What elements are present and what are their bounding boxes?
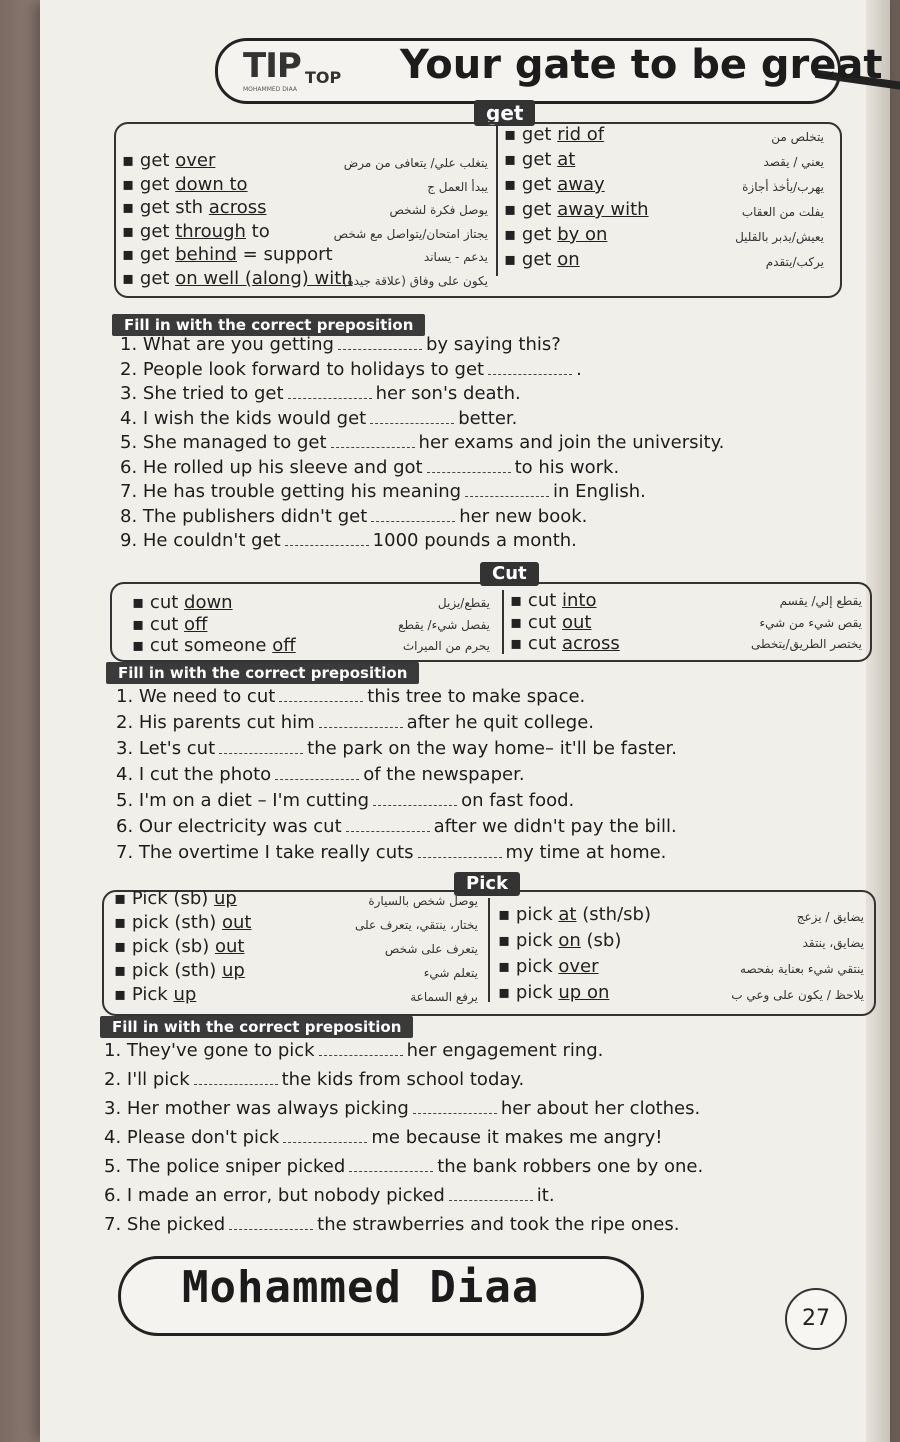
verb-text: pick (sb) <box>131 936 215 957</box>
arabic-meaning: يركب/يتقدم <box>765 255 824 269</box>
preposition-text: across <box>208 197 267 218</box>
question-start: 3. Let's cut <box>116 738 216 759</box>
preposition-text: over <box>175 150 216 171</box>
verb-text: get sth <box>139 197 209 218</box>
exercise-question <box>104 1069 524 1090</box>
verb-text: get <box>521 249 558 270</box>
bullet: ▪ <box>504 249 522 270</box>
preposition-text: rid of <box>557 124 605 145</box>
verb-text: get <box>521 224 558 245</box>
bullet: ▪ <box>122 197 140 218</box>
question-end: of the newspaper. <box>363 764 525 785</box>
preposition-text: off <box>272 635 296 656</box>
phrasal-verb-entry <box>498 930 621 951</box>
question-end: by saying this? <box>426 334 561 355</box>
phrasal-verb-entry <box>498 956 599 977</box>
preposition-text: on <box>558 930 581 951</box>
question-start: 4. I wish the kids would get <box>120 407 367 429</box>
verb-text: get <box>521 199 558 220</box>
answer-blank <box>418 847 502 858</box>
question-end: this tree to make space. <box>367 686 586 707</box>
question-end: the park on the way home– it'll be faster. <box>307 738 677 759</box>
arabic-meaning: يتغلب علي/ يتعافى من مرض <box>343 156 488 170</box>
bullet: ▪ <box>498 956 516 977</box>
phrasal-verb-entry <box>504 149 575 170</box>
bullet: ▪ <box>114 888 132 909</box>
verb-text: get <box>521 124 558 145</box>
question-end: her new book. <box>459 505 588 527</box>
arabic-meaning: يتخلص من <box>771 130 824 144</box>
phrasal-verb-entry <box>504 249 580 270</box>
bullet: ▪ <box>498 930 516 951</box>
get-box-divider <box>496 126 498 276</box>
exercise-question <box>120 359 582 380</box>
bullet: ▪ <box>498 904 516 925</box>
question-end: after we didn't pay the bill. <box>433 816 677 837</box>
phrasal-verb-entry <box>498 982 609 1003</box>
question-start: 2. His parents cut him <box>116 712 315 733</box>
exercise-question <box>116 738 677 759</box>
question-start: 5. The police sniper picked <box>104 1156 346 1177</box>
preposition-text: away <box>557 174 605 195</box>
answer-blank <box>338 339 422 350</box>
bullet: ▪ <box>122 244 140 265</box>
answer-blank <box>427 462 511 473</box>
question-end: the kids from school today. <box>281 1069 525 1090</box>
phrasal-verb-entry <box>114 984 196 1005</box>
pick-exercise-title: Fill in with the correct preposition <box>100 1016 413 1038</box>
phrasal-verb-entry <box>504 224 607 245</box>
question-start: 6. Our electricity was cut <box>116 816 342 837</box>
phrasal-verb-entry <box>122 221 270 242</box>
preposition-text: down <box>184 592 233 613</box>
question-end: it. <box>536 1185 555 1206</box>
answer-blank <box>449 1190 533 1201</box>
question-end: her exams and join the university. <box>418 432 725 453</box>
verb-text: get <box>521 174 558 195</box>
page-edge <box>866 0 890 1442</box>
bullet: ▪ <box>122 150 140 171</box>
arabic-meaning: يفلت من العقاب <box>741 205 824 219</box>
verb-text: pick <box>515 904 559 925</box>
phrasal-verb-entry <box>114 888 237 909</box>
bullet: ▪ <box>510 590 528 611</box>
answer-blank <box>371 511 455 522</box>
verb-text: cut <box>527 590 563 611</box>
preposition-text: on well (along) with <box>175 267 353 289</box>
bullet: ▪ <box>510 611 528 633</box>
question-end: in English. <box>553 481 646 502</box>
slogan: Your gate to be great <box>400 42 883 88</box>
bullet: ▪ <box>122 267 140 289</box>
exercise-question <box>104 1214 679 1235</box>
answer-blank <box>194 1074 278 1085</box>
question-start: 5. I'm on a diet – I'm cutting <box>116 790 370 811</box>
preposition-text: over <box>558 956 599 977</box>
arabic-meaning: يرفع السماعة <box>410 990 478 1004</box>
preposition-text: on <box>557 249 580 270</box>
bullet: ▪ <box>510 633 528 654</box>
verb-text: pick (sth) <box>131 912 223 933</box>
question-end: her about her clothes. <box>500 1098 701 1119</box>
answer-blank <box>219 743 303 754</box>
arabic-meaning: يقطع/يزيل <box>437 596 490 610</box>
question-start: 3. She tried to get <box>120 383 284 404</box>
section-tag-pick: Pick <box>454 872 520 896</box>
exercise-question <box>104 1127 662 1148</box>
section-tag-get: get <box>474 100 535 126</box>
exercise-question <box>120 506 587 527</box>
arabic-meaning: يوصل فكرة لشخص <box>389 203 488 217</box>
arabic-meaning: يضايق، ينتقد <box>802 936 864 950</box>
verb-text: get <box>139 244 176 265</box>
bullet: ▪ <box>498 982 516 1003</box>
arabic-meaning: يعيش/يدبر بالقليل <box>735 230 824 244</box>
phrasal-verb-entry <box>122 150 215 171</box>
suffix-text: = support <box>236 244 333 265</box>
arabic-meaning: يدعم - يساند <box>423 250 488 264</box>
preposition-text: up <box>173 984 197 1005</box>
preposition-text: out <box>214 936 245 957</box>
bullet: ▪ <box>132 613 150 635</box>
verb-text: Pick <box>131 984 174 1005</box>
tiptop-logo <box>233 40 353 96</box>
question-start: 4. I cut the photo <box>116 764 272 785</box>
preposition-text: out <box>562 611 592 633</box>
phrasal-verb-entry <box>122 244 333 265</box>
question-end: after he quit college. <box>406 712 595 733</box>
question-start: 1. What are you getting <box>120 334 334 355</box>
question-start: 7. She picked <box>104 1214 226 1235</box>
cut-exercise-title: Fill in with the correct preposition <box>106 662 419 684</box>
arabic-meaning: يعني / يقصد <box>763 155 824 169</box>
arabic-meaning: يبدأ العمل ج <box>427 179 488 194</box>
phrasal-verb-entry <box>114 960 245 981</box>
preposition-text: at <box>558 904 577 925</box>
suffix-text: (sb) <box>580 930 622 951</box>
author-name: Mohammed Diaa <box>182 1262 540 1313</box>
arabic-meaning: يختصر الطريق/يتخطى <box>751 637 862 651</box>
arabic-meaning: يقص شيء من شيء <box>759 615 862 630</box>
answer-blank <box>283 1132 367 1143</box>
header <box>215 28 885 106</box>
question-start: 2. People look forward to holidays to get <box>120 358 485 380</box>
phrasal-verb-entry <box>510 612 592 633</box>
page-number: 27 <box>785 1288 847 1350</box>
verb-text: pick <box>515 982 559 1003</box>
question-start: 1. We need to cut <box>116 686 276 707</box>
bullet: ▪ <box>504 149 522 170</box>
answer-blank <box>331 437 415 448</box>
worksheet-page <box>40 0 890 1442</box>
verb-text: cut someone <box>149 635 273 656</box>
arabic-meaning: يضايق / يزعج <box>796 910 864 924</box>
answer-blank <box>465 486 549 497</box>
phrasal-verb-entry <box>504 124 604 145</box>
exercise-question <box>116 790 574 811</box>
question-start: 4. Please don't pick <box>104 1127 280 1148</box>
verb-text: cut <box>527 633 563 654</box>
exercise-question <box>116 712 594 733</box>
exercise-question <box>116 686 585 707</box>
arabic-meaning: يهرب/يأخذ أجازة <box>742 180 824 194</box>
bullet: ▪ <box>114 912 132 933</box>
arabic-meaning: يقطع إلي/ يقسم <box>779 594 862 608</box>
phrasal-verb-entry <box>122 197 266 218</box>
bullet: ▪ <box>132 592 150 613</box>
question-start: 3. Her mother was always picking <box>104 1098 409 1119</box>
arabic-meaning: يلاحظ / يكون على وعي ب <box>731 988 864 1002</box>
exercise-question <box>104 1098 700 1119</box>
answer-blank <box>285 535 369 546</box>
question-start: 7. He has trouble getting his meaning <box>120 481 462 502</box>
exercise-question <box>120 383 521 404</box>
question-end: . <box>576 358 582 380</box>
exercise-question <box>104 1040 603 1061</box>
preposition-text: across <box>562 633 620 654</box>
bullet: ▪ <box>504 199 522 220</box>
question-end: on fast food. <box>461 790 575 811</box>
preposition-text: out <box>222 912 252 933</box>
phrasal-verb-entry <box>132 635 296 656</box>
exercise-question <box>116 816 677 837</box>
arabic-meaning: يتعلم شيء <box>423 966 478 980</box>
phrasal-verb-entry <box>122 174 248 195</box>
cut-box-divider <box>502 590 504 654</box>
answer-blank <box>413 1103 497 1114</box>
phrasal-verb-entry <box>498 904 651 925</box>
bullet: ▪ <box>504 124 522 145</box>
preposition-text: into <box>562 590 597 611</box>
question-end: to his work. <box>514 456 620 478</box>
answer-blank <box>349 1161 433 1172</box>
question-end: her son's death. <box>375 383 521 404</box>
answer-blank <box>370 413 454 424</box>
question-end: the bank robbers one by one. <box>437 1156 704 1177</box>
arabic-meaning: يتعرف على شخص <box>384 942 478 956</box>
question-end: the strawberries and took the ripe ones. <box>317 1214 680 1235</box>
verb-text: get <box>139 267 176 289</box>
logo-top-text: TOP <box>305 68 342 87</box>
phrasal-verb-entry <box>114 912 252 933</box>
question-start: 7. The overtime I take really cuts <box>116 842 414 863</box>
question-start: 9. He couldn't get <box>120 530 281 551</box>
question-start: 2. I'll pick <box>104 1069 190 1090</box>
verb-text: get <box>139 173 176 195</box>
suffix-text: (sth/sb) <box>576 904 651 925</box>
suffix-text: to <box>245 220 270 242</box>
question-end: her engagement ring. <box>406 1040 604 1061</box>
preposition-text: up on <box>558 982 610 1003</box>
section-tag-cut: Cut <box>480 562 539 586</box>
phrasal-verb-entry <box>510 590 597 611</box>
answer-blank <box>319 717 403 728</box>
verb-text: cut <box>527 611 563 633</box>
verb-text: get <box>139 150 176 171</box>
bullet: ▪ <box>504 224 522 245</box>
preposition-text: away with <box>557 199 649 220</box>
bullet: ▪ <box>114 936 132 957</box>
arabic-meaning: ينتقي شيء بعناية بفحصه <box>740 962 864 976</box>
answer-blank <box>488 364 572 375</box>
bullet: ▪ <box>114 984 132 1005</box>
exercise-question <box>120 432 724 453</box>
preposition-text: up <box>214 888 237 909</box>
verb-text: pick <box>515 930 559 951</box>
answer-blank <box>229 1219 313 1230</box>
arabic-meaning: يختار، ينتقي، يتعرف على <box>355 918 478 932</box>
arabic-meaning: يفصل شيء/ يقطع <box>398 617 490 632</box>
exercise-question <box>116 764 525 785</box>
arabic-meaning: يوصل شخص بالسيارة <box>368 894 478 908</box>
phrasal-verb-entry <box>122 268 353 289</box>
answer-blank <box>346 821 430 832</box>
pick-box-divider <box>488 898 490 1002</box>
question-start: 8. The publishers didn't get <box>120 505 368 527</box>
question-start: 1. They've gone to pick <box>104 1040 315 1061</box>
answer-blank <box>279 691 363 702</box>
get-exercise-title: Fill in with the correct preposition <box>112 314 425 336</box>
exercise-question <box>104 1185 555 1206</box>
phrasal-verb-entry <box>132 614 207 635</box>
question-start: 5. She managed to get <box>120 432 327 453</box>
bullet: ▪ <box>122 220 140 242</box>
bullet: ▪ <box>132 635 150 656</box>
preposition-text: at <box>557 149 576 170</box>
answer-blank <box>288 388 372 399</box>
phrasal-verb-entry <box>114 936 244 957</box>
exercise-question <box>120 408 517 429</box>
exercise-question <box>120 457 619 478</box>
exercise-question <box>120 481 646 502</box>
preposition-text: off <box>184 613 208 635</box>
question-end: 1000 pounds a month. <box>372 530 577 551</box>
question-end: my time at home. <box>505 842 667 863</box>
phrasal-verb-entry <box>510 633 620 654</box>
phrasal-verb-entry <box>504 174 605 195</box>
phrasal-verb-entry <box>132 592 233 613</box>
verb-text: get <box>521 149 558 170</box>
answer-blank <box>373 795 457 806</box>
preposition-text: behind <box>175 244 237 265</box>
verb-text: pick (sth) <box>131 960 223 981</box>
exercise-question <box>120 334 561 355</box>
answer-blank <box>275 769 359 780</box>
verb-text: cut <box>149 592 185 613</box>
phrasal-verb-entry <box>504 199 649 220</box>
preposition-text: down to <box>175 173 248 195</box>
exercise-question <box>104 1156 703 1177</box>
question-start: 6. He rolled up his sleeve and got <box>120 456 423 478</box>
logo-main-text: TIP <box>243 46 301 86</box>
arabic-meaning: يجتاز امتحان/يتواصل مع شخص <box>333 226 488 241</box>
preposition-text: up <box>222 960 245 981</box>
question-start: 6. I made an error, but nobody picked <box>104 1185 445 1206</box>
exercise-question <box>116 842 666 863</box>
answer-blank <box>319 1045 403 1056</box>
verb-text: pick <box>515 956 559 977</box>
bullet: ▪ <box>122 173 140 195</box>
question-end: me because it makes me angry! <box>371 1127 663 1148</box>
exercise-question <box>120 530 577 551</box>
arabic-meaning: يكون على وفاق (علاقة جيدة) <box>342 273 488 288</box>
question-end: better. <box>458 407 518 429</box>
bullet: ▪ <box>504 174 522 195</box>
preposition-text: through <box>175 220 246 242</box>
preposition-text: by on <box>557 224 608 245</box>
bullet: ▪ <box>114 960 132 981</box>
verb-text: get <box>139 220 176 242</box>
arabic-meaning: يحرم من الميراث <box>402 639 490 653</box>
verb-text: Pick (sb) <box>131 888 214 909</box>
logo-sub-text: MOHAMMED DIAA <box>243 86 297 93</box>
verb-text: cut <box>149 613 185 635</box>
